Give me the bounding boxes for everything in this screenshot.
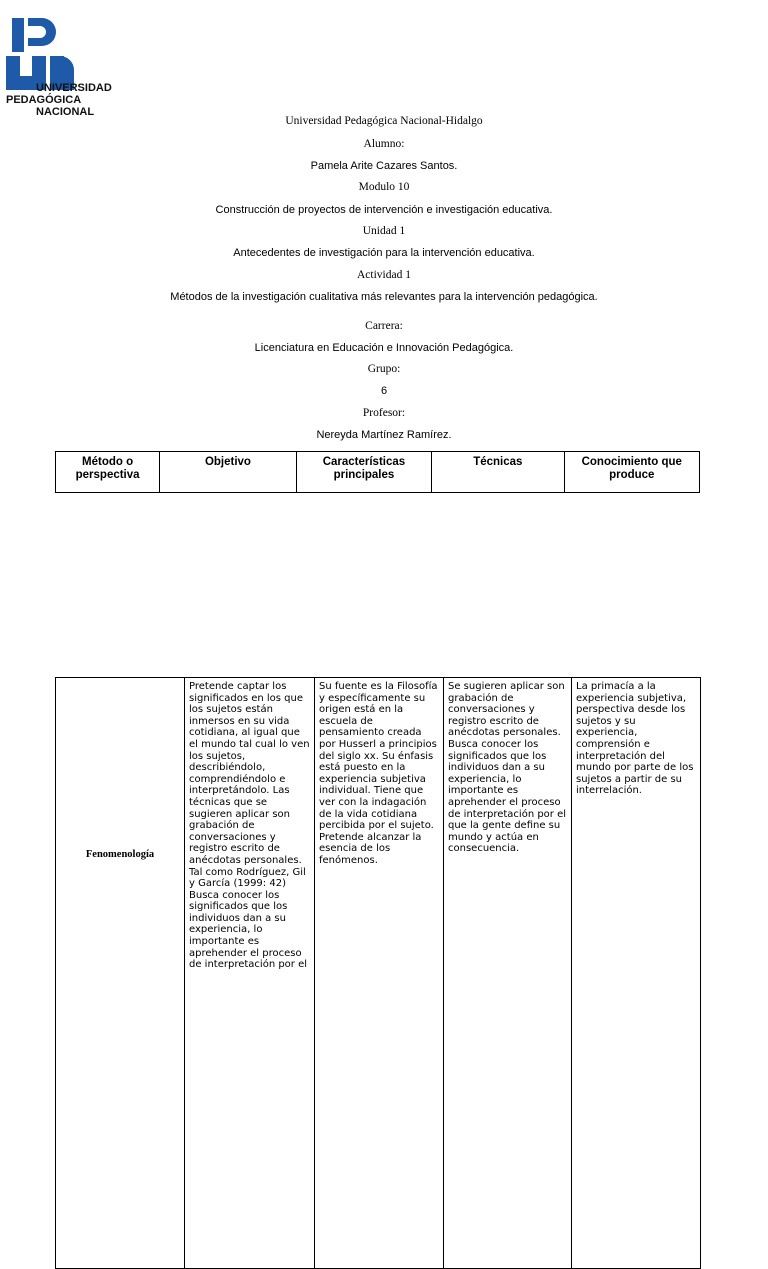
header-techniques: Técnicas [432, 452, 564, 493]
header-row [56, 452, 700, 493]
student-name: Pamela Arite Cazares Santos. [310, 160, 458, 172]
header-method: Método o perspectiva [56, 452, 160, 493]
career-name: Licenciatura en Educación e Innovación Pedagógica. [254, 342, 514, 354]
unit-title: Antecedentes de investigación para la intervención educativa. [233, 247, 535, 259]
objective-text: Pretende captar los significados en los que los sujetos están inmersos en su vida cotidiana, al igual que el mundo tal cual lo ven los sujetos, describiéndolo, comprendiéndolo e interpretándolo. Las técnicas que se sugieren aplicar son grabación de conversaciones y registro escrito de anécdotas personales. Tal como Rodríguez, Gil y García (1999: 42) Busca conocer los significados que los individuos dan a su experiencia, lo importante es aprehender el proceso de interpretación por el [189, 681, 310, 971]
header-knowledge: Conocimiento que produce [564, 452, 700, 493]
header-characteristics: Características principales [296, 452, 431, 493]
group-label: Grupo: [367, 363, 401, 375]
professor-label: Profesor: [362, 407, 406, 419]
module-label: Modulo 10 [358, 181, 410, 193]
upn-logo-mark [6, 18, 76, 90]
techniques-text: Se sugieren aplicar son grabación de conversaciones y registro escrito de anécdotas personales. Busca conocer los significados que los individuos dan a su experiencia, lo importante es aprehender el proceso de interpretación por el que la gente define su mundo y actúa en consecuencia. [448, 681, 567, 855]
activity-title: Métodos de la investigación cualitativa más relevantes para la intervención pedagógica. [170, 291, 598, 303]
logo-line-pedagogica: PEDAGÓGICA [6, 94, 82, 106]
student-label: Alumno: [363, 138, 405, 150]
cell-techniques [444, 678, 572, 1269]
cell-characteristics [315, 678, 444, 1269]
university-name: Universidad Pedagógica Nacional-Hidalgo [285, 115, 483, 127]
logo-line-nacional: NACIONAL [36, 106, 95, 118]
professor-name: Nereyda Martínez Ramírez. [316, 429, 452, 441]
cell-objective [185, 678, 315, 1269]
logo-line-universidad: UNIVERSIDAD [36, 82, 112, 94]
table-row [56, 678, 701, 1269]
cell-method: Fenomenología [56, 678, 185, 1269]
activity-label: Actividad 1 [357, 269, 411, 281]
methods-content-table [55, 677, 701, 1269]
header-objective: Objetivo [160, 452, 297, 493]
cell-knowledge [572, 678, 701, 1269]
group-value: 6 [380, 385, 388, 397]
knowledge-text: La primacía a la experiencia subjetiva, perspectiva desde los sujetos y su experiencia, comprensión e interpretación del mundo por parte de los sujetos a partir de su interrelación. [576, 681, 694, 797]
career-label: Carrera: [365, 320, 403, 332]
upn-logo [6, 18, 136, 122]
methods-header-table [55, 451, 700, 493]
unit-label: Unidad 1 [362, 225, 406, 237]
characteristics-text: Su fuente es la Filosofía y específicamente su origen está en la escuela de pensamiento creada por Husserl a principios del siglo xx. Su énfasis está puesto en la experiencia subjetiva individual. Tiene que ver con la indagación de la vida cotidiana percibida por el sujeto. Pretende alcanzar la esencia de los fenómenos. [319, 681, 438, 866]
module-title: Construcción de proyectos de intervención e investigación educativa. [215, 204, 553, 216]
